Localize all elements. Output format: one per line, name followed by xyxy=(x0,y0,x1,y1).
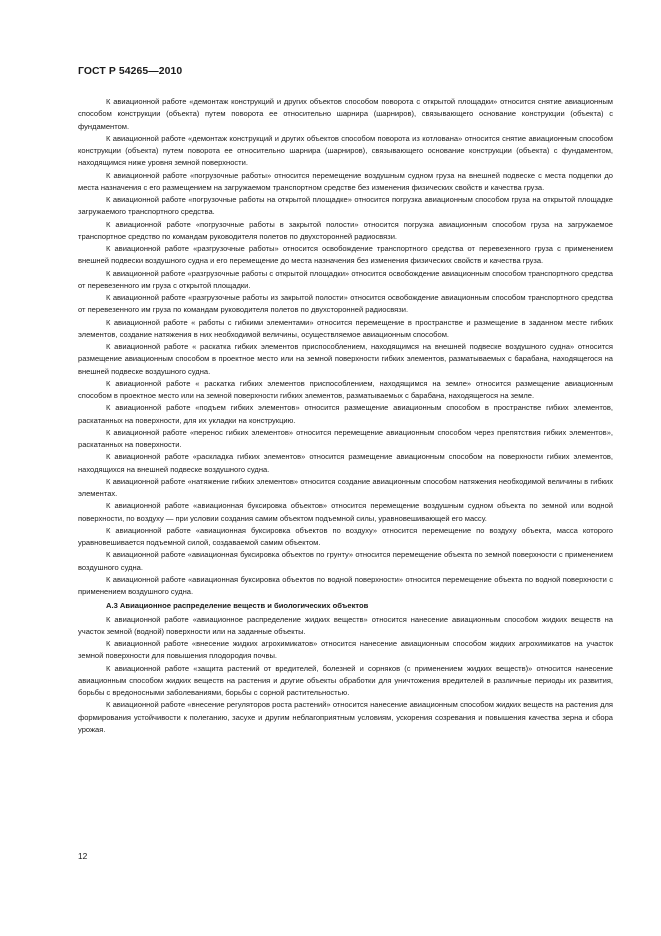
paragraph: К авиационной работе «перенос гибких элементов» относится перемещение авиационным способом через препятствия гибких элементов», раскатанных на поверхности. xyxy=(78,427,613,449)
paragraph: К авиационной работе «демонтаж конструкций и других объектов способом поворота с открытой площадки» относится снятие авиационным способом конструкции (объекта) путем поворота ее относительно шарнира (шарниров), связывающего основание конструкции (объекта) с фундаментом. xyxy=(78,97,613,131)
paragraph: К авиационной работе «авиационная буксировка объектов по грунту» относится перемещение объекта по земной поверхности с применением воздушного судна. xyxy=(78,550,613,572)
page-number: 12 xyxy=(78,851,88,861)
paragraph: К авиационной работе «подъем гибких элементов» относится размещение авиационным способом в пространстве гибких элементов, раскатанных на поверхности, для их укладки на конструкцию. xyxy=(78,403,613,425)
document-header: ГОСТ Р 54265—2010 xyxy=(78,66,183,77)
paragraph: К авиационной работе «погрузочные работы в закрытой полости» относится погрузка авиационным способом груза на загружаемое транспортное средство по командам руководителя полетов по двухсторонней радиосвязи. xyxy=(78,219,613,241)
section-heading-a3: А.3 Авиационное распределение веществ и биологических объектов xyxy=(106,601,369,611)
paragraph: К авиационной работе « раскатка гибких элементов приспособлением, находящимся на земле» относится размещение авиационным способом в проектное место или на земной поверхности гибких элементов, разматываемых с барабана, находящегося на земле. xyxy=(78,378,613,400)
paragraph: К авиационной работе «раскладка гибких элементов» относится размещение авиационным способом на поверхности гибких элементов, находящихся на внешней подвеске воздушного судна. xyxy=(78,452,613,474)
paragraph: К авиационной работе «защита растений от вредителей, болезней и сорняков (с применением жидких веществ)» относится нанесение авиационным способом жидких веществ на растения и другие объекты обработки для уничтожения вредителей в различные периоды их развития, борьбы с вредоносными заболеваниями, борьбы с сорной растительностью. xyxy=(78,663,613,697)
paragraph: К авиационной работе «внесение жидких агрохимикатов» относится нанесение авиационным способом жидких агрохимикатов на участок земной поверхности для повышения плодородия почвы. xyxy=(78,639,613,661)
paragraph: К авиационной работе «авиационная буксировка объектов по воздуху» относится перемещение по воздуху объекта, масса которого уравновешивается подъемной силой, создаваемой самим объектом. xyxy=(78,525,613,547)
paragraph: К авиационной работе «разгрузочные работы из закрытой полости» относится освобождение авиационным способом транспортного средства от перевезенного им груза по командам руководителя полетов по двухсторонней радиосвязи. xyxy=(78,293,613,315)
paragraph: К авиационной работе «погрузочные работы» относится перемещение воздушным судном груза на внешней подвеске с места подцепки до места назначения с его размещением на загружаемом транспортном средстве без изменения физических свойств и качества груза. xyxy=(78,170,613,192)
paragraph-group-b xyxy=(78,614,613,737)
paragraph: К авиационной работе «демонтаж конструкций и других объектов способом поворота из котлована» относится снятие авиационным способом конструкции (объекта) путем поворота ее относительно шарнира (шарниров), связывающего основание конструкции (объекта) с фундаментом, находящимся ниже уровня земной поверхности. xyxy=(78,133,613,168)
paragraph: К авиационной работе « работы с гибкими элементами» относится перемещение в пространстве и размещение в заданном месте гибких элементов, создание натяжения в них необходимой величины, осуществляемое авиационным способом. xyxy=(78,317,613,339)
paragraph: К авиационной работе «погрузочные работы на открытой площадке» относится погрузка авиационным способом груза на открытой площадке загружаемого транспортного средства. xyxy=(78,195,613,217)
paragraph: К авиационной работе «авиационная буксировка объектов по водной поверхности» относится перемещение объекта по водной поверхности с применением воздушного судна. xyxy=(78,574,613,596)
paragraph: К авиационной работе «авиационная буксировка объектов» относится перемещение воздушным судном объекта по земной или водной поверхности, по воздуху — при условии создания самим объектом подъемной силы, уравновешивающей его массу. xyxy=(78,501,613,523)
document-body xyxy=(78,96,613,736)
paragraph: К авиационной работе «разгрузочные работы» относится освобождение транспортного средства от перевезенного груза с применением внешней подвески воздушного судна и его перемещение до места назначения без изменения физических свойств и качества груза. xyxy=(78,244,613,266)
paragraph: К авиационной работе «разгрузочные работы с открытой площадки» относится освобождение авиационным способом транспортного средства от перевезенного им груза с открытой площадки. xyxy=(78,268,613,290)
paragraph: К авиационной работе «авиационное распределение жидких веществ» относится нанесение авиационным способом жидких веществ на участок земной (водной) поверхности или на заданные объекты. xyxy=(78,614,613,636)
paragraph: К авиационной работе «натяжение гибких элементов» относится создание авиационным способом натяжения необходимой величины в гибких элементах. xyxy=(78,476,613,498)
paragraph-group-a xyxy=(78,96,613,598)
paragraph: К авиационной работе «внесение регуляторов роста растений» относится нанесение авиационным способом жидких веществ на растения для формирования устойчивости к полеганию, засухе и другим неблагоприятным условиям, ускорения созревания и повышения качества зерна и сбора урожая. xyxy=(78,700,613,734)
paragraph: К авиационной работе « раскатка гибких элементов приспособлением, находящимся на внешней подвеске воздушного судна» относится размещение авиационным способом в проектное место или на земной поверхности гибких элементов, разматываемых с барабана, находящегося на внешней подвеске воздушного судна. xyxy=(78,342,613,376)
